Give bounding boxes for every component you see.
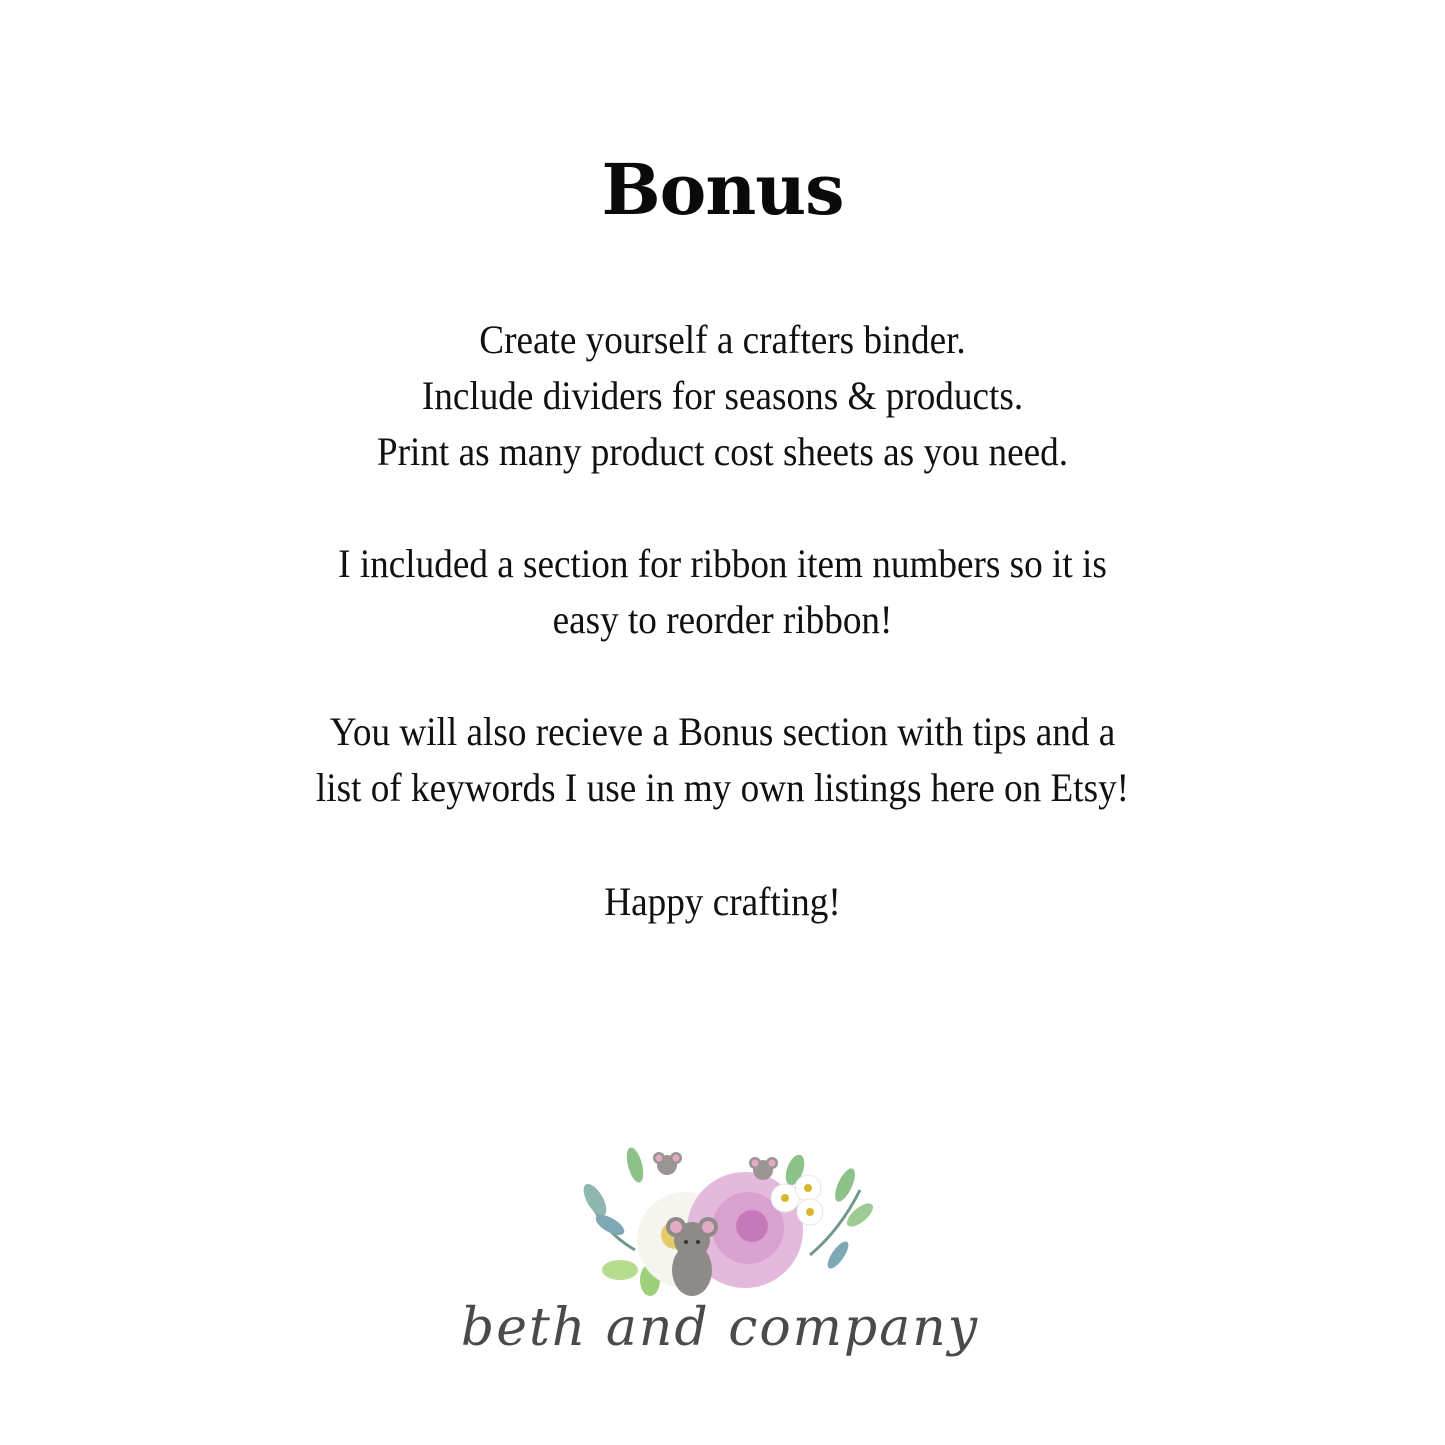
brand-wordmark: beth and company xyxy=(460,1298,980,1358)
text-line: list of keywords I use in my own listings here on Etsy! xyxy=(315,765,1130,810)
brand-logo xyxy=(420,1130,1020,1390)
paragraph-closing xyxy=(51,874,1395,930)
text-line: Include dividers for seasons & products. xyxy=(421,373,1024,418)
page-title: Bonus xyxy=(601,148,844,231)
text-line: Print as many product cost sheets as you need. xyxy=(376,429,1069,474)
paragraph-bonus-section xyxy=(51,704,1395,816)
text-line: Create yourself a crafters binder. xyxy=(479,317,966,362)
paragraph-ribbon xyxy=(51,536,1395,648)
paragraph-binder xyxy=(51,312,1395,480)
text-line: easy to reorder ribbon! xyxy=(552,597,893,642)
text-line: I included a section for ribbon item numbers so it is xyxy=(338,541,1107,586)
text-line: Happy crafting! xyxy=(604,879,841,924)
text-line: You will also recieve a Bonus section with tips and a xyxy=(329,709,1116,754)
floral-mice-illustration-icon xyxy=(420,1130,1020,1300)
